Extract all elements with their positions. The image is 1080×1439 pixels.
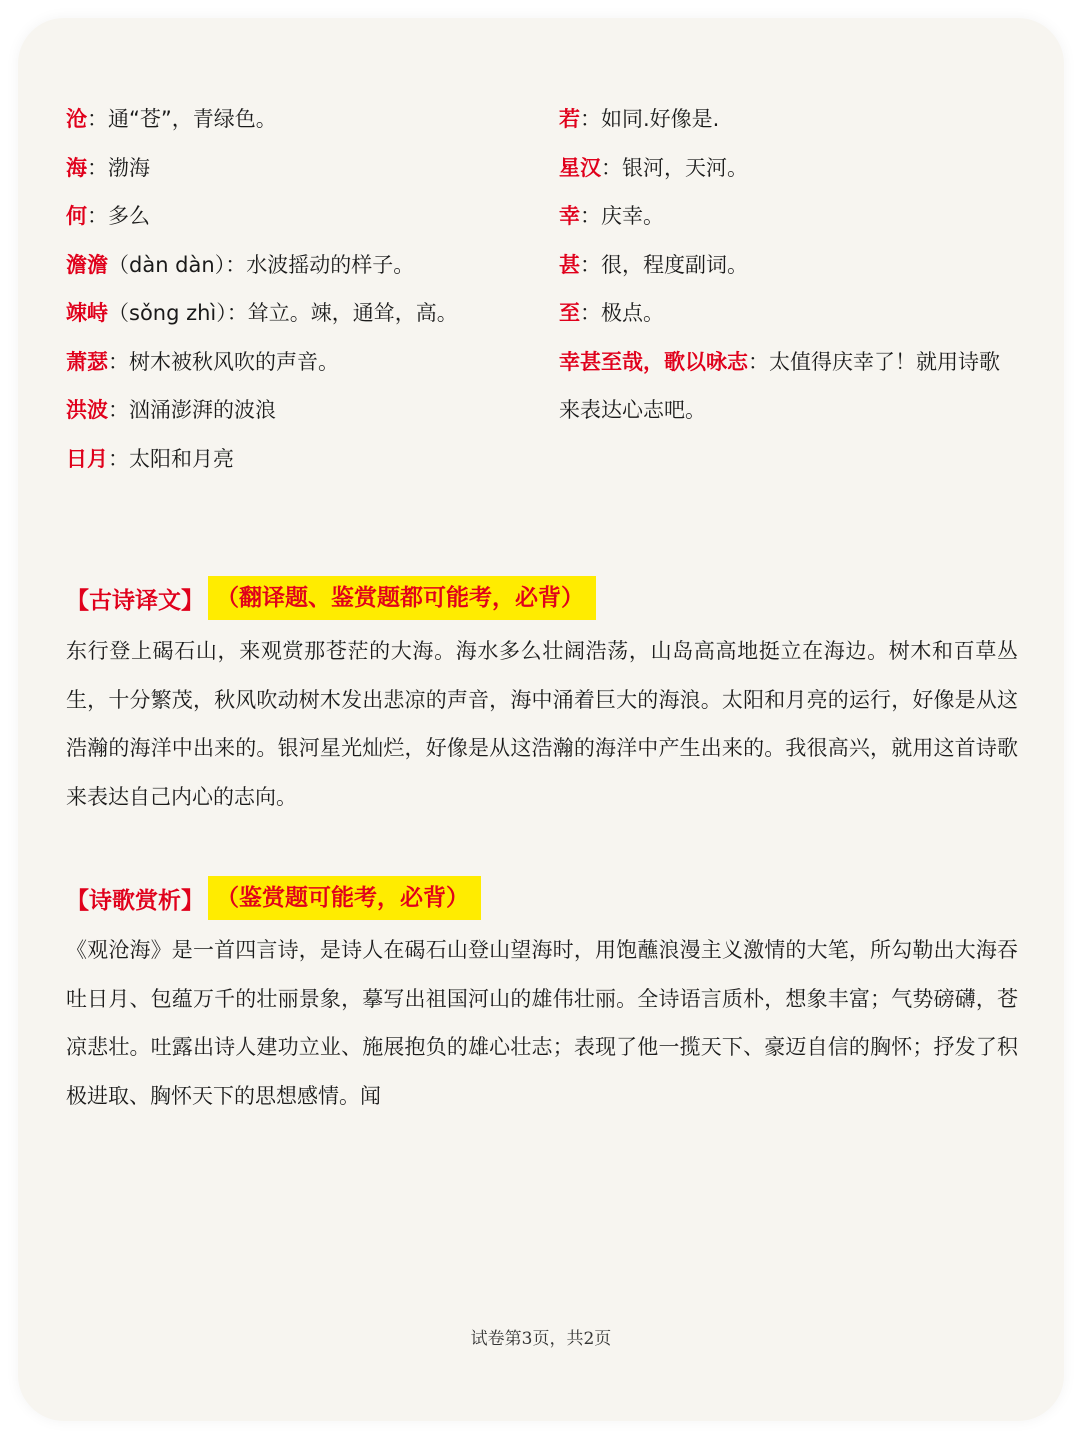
glossary-entry: [559, 149, 1019, 198]
glossary-definition: ：庆幸。: [580, 204, 664, 228]
glossary-entry: [66, 100, 536, 149]
glossary-term: 萧瑟: [66, 349, 108, 374]
glossary-term: 何: [66, 204, 87, 228]
glossary-definition: ：树木被秋风吹的声音。: [108, 349, 339, 374]
glossary-term: 竦峙: [66, 301, 108, 325]
glossary-term: 幸甚至哉，歌以咏志: [559, 349, 748, 374]
glossary-term: 幸: [559, 204, 580, 228]
glossary-definition: ：银河，天河。: [601, 155, 748, 180]
glossary-definition: ：很，程度副词。: [580, 252, 748, 277]
glossary-definition: ：太阳和月亮: [108, 446, 234, 471]
glossary-entry: [66, 440, 536, 489]
document-page: [18, 18, 1064, 1421]
glossary-right-column: [559, 100, 1019, 435]
glossary-definition: （sǒng zhì）：耸立。竦，通耸，高。: [108, 301, 458, 325]
glossary-entry: [559, 294, 1019, 343]
glossary-term: 日月: [66, 446, 108, 471]
glossary-definition: ：太值得庆幸了！就用诗歌来表达心志吧。: [559, 349, 1000, 422]
translation-highlight-note: （翻译题、鉴赏题都可能考，必背）: [208, 576, 596, 620]
page-footer: 试卷第3页，共2页: [470, 1329, 612, 1349]
glossary-left-column: [66, 100, 536, 488]
glossary-term: 海: [66, 155, 87, 180]
translation-title: 【古诗译文】: [66, 587, 204, 614]
glossary-definition: ：通“苍”，青绿色。: [87, 107, 277, 131]
appreciation-heading: [66, 875, 481, 921]
appreciation-highlight-note: （鉴赏题可能考，必背）: [208, 876, 481, 920]
glossary-definition: ：汹涌澎湃的波浪: [108, 398, 276, 422]
glossary-definition: （dàn dàn）：水波摇动的样子。: [108, 252, 415, 277]
glossary-entry: [559, 197, 1019, 246]
glossary-term: 若: [559, 107, 580, 131]
glossary-term: 沧: [66, 107, 87, 131]
appreciation-title: 【诗歌赏析】: [66, 887, 204, 914]
glossary-definition: ：极点。: [580, 301, 664, 325]
translation-text: 东行登上碣石山，来观赏那苍茫的大海。海水多么壮阔浩荡，山岛高高地挺立在海边。树木和百草丛生，十分繁茂，秋风吹动树木发出悲凉的声音，海中涌着巨大的海浪。太阳和月亮的运行，好像是从这浩瀚的海洋中出来的。银河星光灿烂，好像是从这浩瀚的海洋中产生出来的。我很高兴，就用这首诗歌来表达自己内心的志向。: [66, 639, 1018, 809]
glossary-entry: [66, 149, 536, 198]
glossary-definition: ：如同.好像是.: [580, 107, 720, 131]
glossary-entry: [559, 246, 1019, 295]
glossary-entry: [559, 100, 1019, 149]
glossary-term: 洪波: [66, 398, 108, 422]
glossary-entry: [66, 391, 536, 440]
glossary-entry: [66, 294, 536, 343]
glossary-definition: ：多么: [87, 204, 150, 228]
appreciation-text: 《观沧海》是一首四言诗，是诗人在碣石山登山望海时，用饱蘸浪漫主义激情的大笔，所勾勒出大海吞吐日月、包蕴万千的壮丽景象，摹写出祖国河山的雄伟壮丽。全诗语言质朴，想象丰富；气势磅礴，苍凉悲壮。吐露出诗人建功立业、施展抱负的雄心壮志；表现了他一揽天下、豪迈自信的胸怀；抒发了积极进取、胸怀天下的思想感情。闻: [66, 938, 1018, 1108]
translation-heading: [66, 575, 596, 621]
glossary-entry: [66, 246, 536, 295]
glossary-definition: ：渤海: [87, 155, 150, 180]
glossary-term: 甚: [559, 252, 580, 277]
glossary-entry: [66, 197, 536, 246]
glossary-term: 澹澹: [66, 252, 108, 277]
glossary-term: 星汉: [559, 155, 601, 180]
glossary-entry: [66, 343, 536, 392]
glossary-entry: [559, 338, 1019, 435]
glossary-term: 至: [559, 301, 580, 325]
